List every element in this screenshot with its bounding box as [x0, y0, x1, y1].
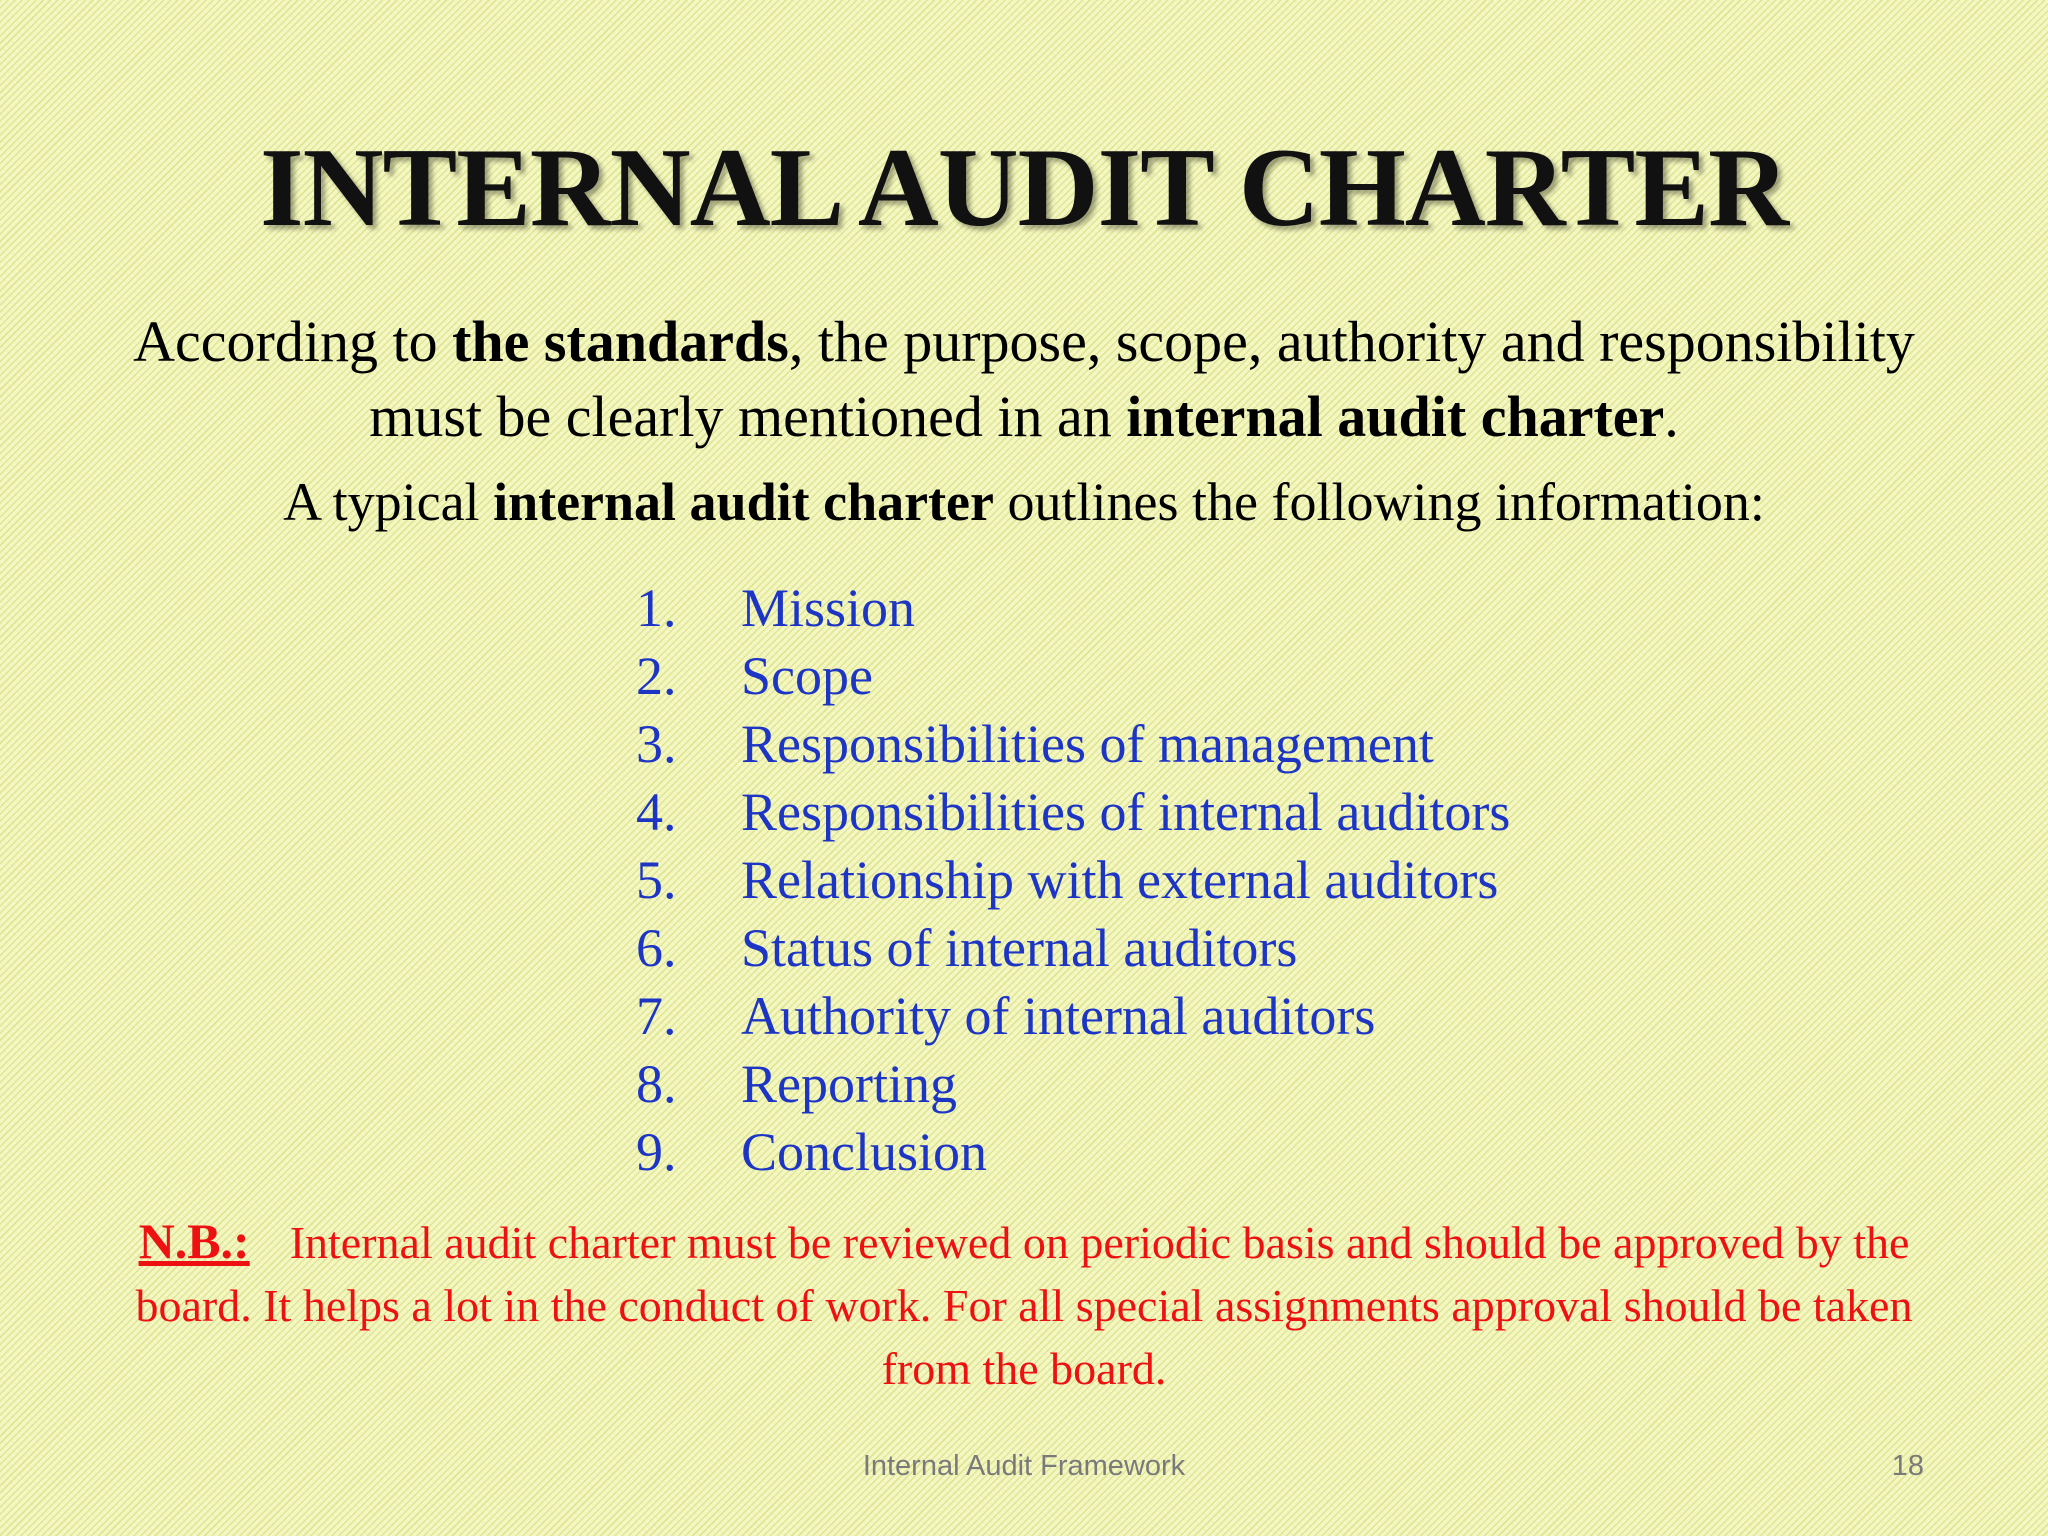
list-item-number: 6. [636, 918, 677, 978]
list-item-label: Conclusion [741, 1122, 988, 1182]
intro-subparagraph [80, 467, 1968, 537]
list-item-label: Mission [741, 578, 916, 638]
list-item-number: 4. [636, 782, 677, 842]
intro-text: . [1664, 384, 1679, 449]
intro-bold-standards: the standards [452, 309, 789, 374]
list-item-label: Relationship with external auditors [741, 850, 1499, 910]
intro-text: According to [133, 309, 453, 374]
list-item [636, 1050, 1736, 1118]
slide-title: INTERNAL AUDIT CHARTER [260, 126, 1788, 250]
list-item-label: Authority of internal auditors [741, 986, 1376, 1046]
list-item [636, 642, 1736, 710]
footer-title: Internal Audit Framework [862, 1450, 1186, 1482]
intro-text: A typical [283, 472, 494, 532]
note-label: N.B.: [138, 1213, 250, 1269]
note-text: Internal audit charter must be reviewed on periodic basis and should be approved by the board. It helps a lot in the conduct of work. For all special assignments approval should be taken from the board. [135, 1217, 1913, 1394]
list-item-number: 9. [636, 1122, 677, 1182]
intro-bold-charter: internal audit charter [1126, 384, 1665, 449]
intro-paragraph [80, 304, 1968, 454]
list-item [636, 710, 1736, 778]
intro-text: , the purpose, scope, authority and responsibility must be clearly mentioned in an [369, 309, 1915, 449]
list-item [636, 914, 1736, 982]
page-number: 18 [1891, 1450, 1924, 1482]
list-item-number: 2. [636, 646, 677, 706]
list-item-label: Responsibilities of internal auditors [741, 782, 1511, 842]
list-item [636, 846, 1736, 914]
list-item-label: Reporting [741, 1054, 957, 1114]
list-item-label: Status of internal auditors [741, 918, 1298, 978]
intro-bold-charter: internal audit charter [493, 472, 994, 532]
charter-contents-list [636, 574, 1736, 1186]
list-item-number: 3. [636, 714, 677, 774]
list-item-number: 7. [636, 986, 677, 1046]
note-paragraph [110, 1210, 1938, 1400]
list-item-number: 8. [636, 1054, 677, 1114]
list-item-label: Responsibilities of management [741, 714, 1434, 774]
list-item [636, 778, 1736, 846]
intro-text: outlines the following information: [994, 472, 1765, 532]
list-item-number: 1. [636, 578, 677, 638]
list-item [636, 1118, 1736, 1186]
list-item-label: Scope [741, 646, 873, 706]
list-item [636, 574, 1736, 642]
list-item-number: 5. [636, 850, 677, 910]
list-item [636, 982, 1736, 1050]
